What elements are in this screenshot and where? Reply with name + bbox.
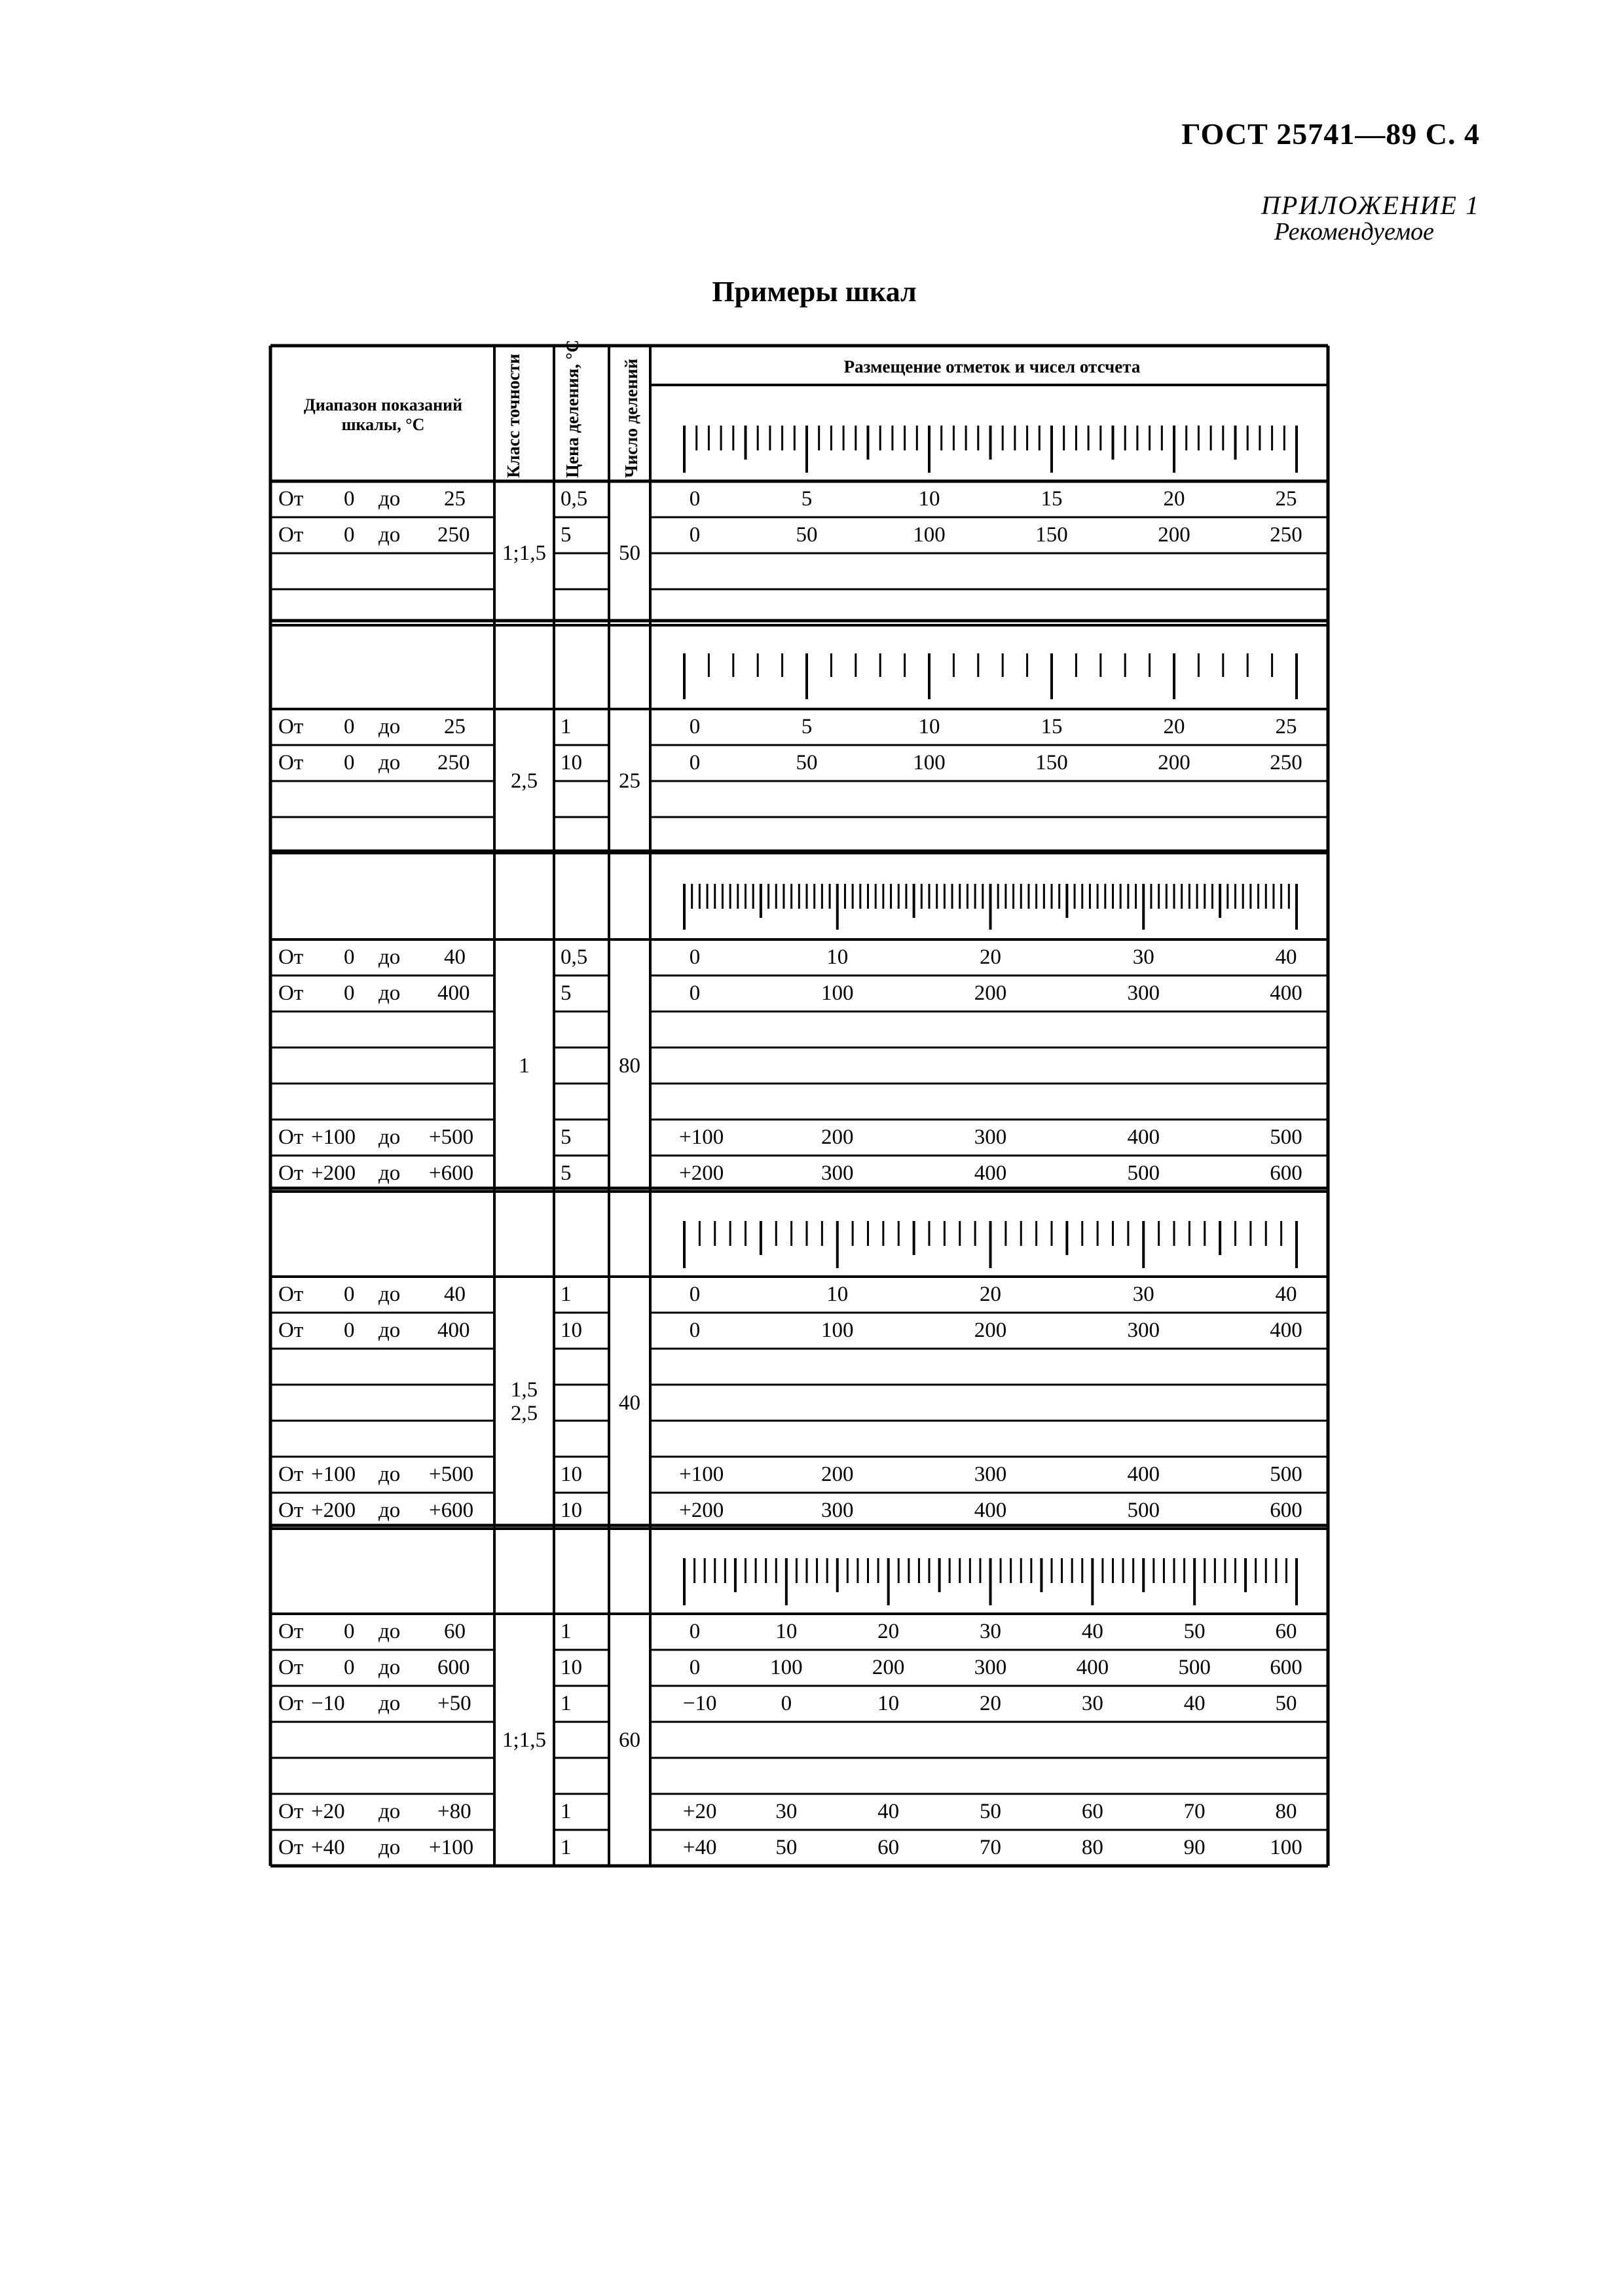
scale-number-label: 30 bbox=[1132, 1283, 1154, 1306]
range-from: От bbox=[278, 945, 304, 969]
range-start: +20 bbox=[311, 1800, 345, 1823]
scale-number-label: 400 bbox=[1127, 1125, 1160, 1149]
range-end: +80 bbox=[437, 1800, 471, 1823]
scale-number-label: 20 bbox=[980, 1283, 1001, 1306]
scale-number-label: 300 bbox=[974, 1656, 1007, 1679]
range-from: От bbox=[278, 1836, 304, 1859]
range-end: 400 bbox=[437, 981, 470, 1005]
scale-number-label: 20 bbox=[980, 1692, 1001, 1715]
range-start: 0 bbox=[344, 1283, 355, 1306]
range-start: 0 bbox=[344, 751, 355, 774]
scale-number-label: 200 bbox=[1158, 751, 1190, 774]
range-end: 25 bbox=[444, 487, 466, 511]
scale-number-label: 25 bbox=[1275, 715, 1297, 738]
range-start: 0 bbox=[344, 1620, 355, 1643]
scale-number-label: 150 bbox=[1035, 751, 1068, 774]
divisions-count-cell: 40 bbox=[619, 1391, 640, 1415]
scale-number-label: 100 bbox=[913, 523, 946, 547]
scale-number-label: 500 bbox=[1127, 1499, 1160, 1522]
division-value-cell: 10 bbox=[561, 1463, 582, 1486]
range-start: +40 bbox=[311, 1836, 345, 1859]
scale-number-label: 10 bbox=[826, 1283, 849, 1306]
scale-number-label: 250 bbox=[1270, 523, 1302, 547]
range-from: От bbox=[278, 715, 304, 738]
range-from: От bbox=[278, 1161, 304, 1185]
scale-number-label: 5 bbox=[801, 487, 813, 511]
range-from: От bbox=[278, 751, 304, 774]
range-from: От bbox=[278, 1800, 304, 1823]
scale-number-label: 40 bbox=[1275, 945, 1297, 969]
range-to: до bbox=[378, 1463, 401, 1486]
scale-number-label: 500 bbox=[1178, 1656, 1211, 1679]
range-from: От bbox=[278, 1656, 304, 1679]
scale-number-label: 0 bbox=[689, 487, 701, 511]
scale-number-label: 0 bbox=[689, 945, 701, 969]
scale-number-label: 100 bbox=[770, 1656, 803, 1679]
scale-number-label: 0 bbox=[689, 1656, 701, 1679]
scale-number-label: 100 bbox=[821, 1319, 854, 1342]
range-from: От bbox=[278, 1692, 304, 1715]
range-from: От bbox=[278, 1319, 304, 1342]
scale-number-label: 25 bbox=[1275, 487, 1297, 511]
scale-number-label: 600 bbox=[1270, 1656, 1302, 1679]
division-value-cell: 0,5 bbox=[561, 945, 588, 969]
range-end: 60 bbox=[444, 1620, 466, 1643]
scale-number-label: 400 bbox=[1270, 1319, 1302, 1342]
scale-number-label: 200 bbox=[821, 1463, 854, 1486]
range-to: до bbox=[378, 487, 401, 511]
scale-number-label: 500 bbox=[1127, 1161, 1160, 1185]
column-header-divisions-count: Число делений bbox=[621, 358, 641, 478]
range-from: От bbox=[278, 1463, 304, 1486]
range-from: От bbox=[278, 981, 304, 1005]
scale-number-label: 50 bbox=[1183, 1620, 1206, 1643]
range-end: 40 bbox=[444, 945, 466, 969]
scale-number-label: +200 bbox=[679, 1499, 724, 1522]
range-start: +200 bbox=[311, 1499, 356, 1522]
scale-number-label: 60 bbox=[1081, 1800, 1103, 1823]
range-from: От bbox=[278, 1620, 304, 1643]
division-value-cell: 5 bbox=[561, 1125, 572, 1149]
scale-number-label: 10 bbox=[877, 1692, 900, 1715]
scale-number-label: 60 bbox=[877, 1836, 900, 1859]
range-start: 0 bbox=[344, 945, 355, 969]
range-start: +200 bbox=[311, 1161, 356, 1185]
scale-number-label: 150 bbox=[1035, 523, 1068, 547]
scale-number-label: +100 bbox=[679, 1463, 724, 1486]
appendix-status: Рекомендуемое bbox=[1274, 218, 1434, 246]
scale-number-label: 30 bbox=[980, 1620, 1001, 1643]
scale-number-label: −10 bbox=[682, 1692, 717, 1715]
scale-number-label: 40 bbox=[1275, 1283, 1297, 1306]
range-start: +100 bbox=[311, 1125, 356, 1149]
scale-number-label: 50 bbox=[796, 523, 818, 547]
scale-number-label: 10 bbox=[918, 487, 940, 511]
scale-number-label: 50 bbox=[1275, 1692, 1297, 1715]
accuracy-class-cell: 1;1,5 bbox=[502, 1728, 546, 1752]
scale-number-label: 90 bbox=[1183, 1836, 1206, 1859]
scale-number-label: +100 bbox=[679, 1125, 724, 1149]
division-value-cell: 10 bbox=[561, 1319, 582, 1342]
scale-number-label: 300 bbox=[1127, 981, 1160, 1005]
column-header-division-value: Цена деления, °С bbox=[562, 339, 582, 478]
page-title-text: Примеры шкал bbox=[712, 276, 917, 308]
accuracy-class-cell: 1 bbox=[519, 1053, 530, 1078]
range-to: до bbox=[378, 1499, 401, 1522]
range-to: до bbox=[378, 1319, 401, 1342]
scale-number-label: 200 bbox=[974, 1319, 1007, 1342]
divisions-count-cell: 60 bbox=[619, 1728, 640, 1752]
scale-number-label: 15 bbox=[1041, 487, 1063, 511]
scale-number-label: 100 bbox=[1270, 1836, 1302, 1859]
scale-number-label: 40 bbox=[1081, 1620, 1103, 1643]
scale-number-label: 40 bbox=[1183, 1692, 1206, 1715]
scale-number-label: +20 bbox=[682, 1800, 717, 1823]
scale-number-label: 0 bbox=[689, 1620, 701, 1643]
scale-number-label: 80 bbox=[1275, 1800, 1297, 1823]
scale-number-label: 600 bbox=[1270, 1161, 1302, 1185]
scale-number-label: 0 bbox=[689, 981, 701, 1005]
scale-number-label: 50 bbox=[980, 1800, 1001, 1823]
scale-number-label: 20 bbox=[1163, 715, 1185, 738]
scale-number-label: 300 bbox=[974, 1125, 1007, 1149]
division-value-cell: 10 bbox=[561, 751, 582, 774]
scale-number-label: 100 bbox=[821, 981, 854, 1005]
division-value-cell: 1 bbox=[561, 1620, 572, 1643]
range-start: 0 bbox=[344, 1319, 355, 1342]
scale-number-label: +200 bbox=[679, 1161, 724, 1185]
divisions-count-cell: 25 bbox=[619, 769, 640, 793]
range-start: +100 bbox=[311, 1463, 356, 1486]
range-end: +100 bbox=[429, 1836, 474, 1859]
range-end: 400 bbox=[437, 1319, 470, 1342]
scale-number-label: 30 bbox=[775, 1800, 798, 1823]
scale-number-label: 5 bbox=[801, 715, 813, 738]
division-value-cell: 5 bbox=[561, 981, 572, 1005]
range-end: 600 bbox=[437, 1656, 470, 1679]
range-start: 0 bbox=[344, 981, 355, 1005]
range-to: до bbox=[378, 523, 401, 547]
range-to: до bbox=[378, 1800, 401, 1823]
scale-number-label: 70 bbox=[980, 1836, 1001, 1859]
scale-number-label: 0 bbox=[689, 715, 701, 738]
division-value-cell: 0,5 bbox=[561, 487, 588, 511]
range-end: 250 bbox=[437, 523, 470, 547]
scale-number-label: 400 bbox=[1270, 981, 1302, 1005]
scale-number-label: 400 bbox=[974, 1499, 1007, 1522]
appendix-label: ПРИЛОЖЕНИЕ 1 bbox=[1261, 191, 1480, 220]
division-value-cell: 10 bbox=[561, 1656, 582, 1679]
scale-number-label: 400 bbox=[1127, 1463, 1160, 1486]
scale-number-label: 10 bbox=[918, 715, 940, 738]
range-to: до bbox=[378, 1161, 401, 1185]
scale-number-label: 500 bbox=[1270, 1463, 1302, 1486]
scale-number-label: 0 bbox=[689, 1319, 701, 1342]
range-to: до bbox=[378, 1692, 401, 1715]
scale-number-label: 300 bbox=[821, 1161, 854, 1185]
range-start: 0 bbox=[344, 715, 355, 738]
range-from: От bbox=[278, 1283, 304, 1306]
division-value-cell: 1 bbox=[561, 1836, 572, 1859]
range-to: до bbox=[378, 981, 401, 1005]
scale-number-label: 40 bbox=[877, 1800, 900, 1823]
range-end: +50 bbox=[437, 1692, 471, 1715]
division-value-cell: 10 bbox=[561, 1499, 582, 1522]
range-end: +600 bbox=[429, 1161, 474, 1185]
scale-number-label: 50 bbox=[775, 1836, 798, 1859]
range-from: От bbox=[278, 487, 304, 511]
column-header-placement: Размещение отметок и чисел отсчета bbox=[843, 357, 1141, 376]
range-end: 250 bbox=[437, 751, 470, 774]
range-end: 25 bbox=[444, 715, 466, 738]
scale-number-label: 0 bbox=[781, 1692, 792, 1715]
scale-number-label: 15 bbox=[1041, 715, 1063, 738]
scale-number-label: 20 bbox=[980, 945, 1001, 969]
scale-number-label: 10 bbox=[826, 945, 849, 969]
scale-number-label: 200 bbox=[872, 1656, 905, 1679]
accuracy-class-cell: 1;1,5 bbox=[502, 541, 546, 565]
scale-number-label: 30 bbox=[1081, 1692, 1103, 1715]
range-start: 0 bbox=[344, 1656, 355, 1679]
scale-number-label: 20 bbox=[877, 1620, 900, 1643]
scale-number-label: 400 bbox=[974, 1161, 1007, 1185]
range-start: 0 bbox=[344, 487, 355, 511]
range-to: до bbox=[378, 1283, 401, 1306]
range-to: до bbox=[378, 945, 401, 969]
division-value-cell: 1 bbox=[561, 1800, 572, 1823]
range-start: 0 bbox=[344, 523, 355, 547]
range-end: +500 bbox=[429, 1463, 474, 1486]
accuracy-class-cell: 1,5 2,5 bbox=[510, 1377, 538, 1425]
scale-number-label: 200 bbox=[1158, 523, 1190, 547]
range-to: до bbox=[378, 1125, 401, 1149]
scale-number-label: 500 bbox=[1270, 1125, 1302, 1149]
scale-number-label: 0 bbox=[689, 751, 701, 774]
scale-number-label: 300 bbox=[974, 1463, 1007, 1486]
scale-number-label: 200 bbox=[974, 981, 1007, 1005]
scale-number-label: 300 bbox=[821, 1499, 854, 1522]
division-value-cell: 1 bbox=[561, 1692, 572, 1715]
scale-number-label: 100 bbox=[913, 751, 946, 774]
scale-number-label: 600 bbox=[1270, 1499, 1302, 1522]
division-value-cell: 1 bbox=[561, 715, 572, 738]
divisions-count-cell: 50 bbox=[619, 541, 640, 565]
range-from: От bbox=[278, 523, 304, 547]
column-header-range: Диапазон показаний шкалы, °С bbox=[303, 395, 463, 434]
scale-number-label: 10 bbox=[775, 1620, 798, 1643]
scale-number-label: 300 bbox=[1127, 1319, 1160, 1342]
scale-number-label: 70 bbox=[1183, 1800, 1206, 1823]
division-value-cell: 5 bbox=[561, 1161, 572, 1185]
range-end: +600 bbox=[429, 1499, 474, 1522]
range-start: −10 bbox=[311, 1692, 345, 1715]
division-value-cell: 1 bbox=[561, 1283, 572, 1306]
range-end: 40 bbox=[444, 1283, 466, 1306]
scale-number-label: 30 bbox=[1132, 945, 1154, 969]
scale-number-label: 20 bbox=[1163, 487, 1185, 511]
division-value-cell: 5 bbox=[561, 523, 572, 547]
range-from: От bbox=[278, 1125, 304, 1149]
scale-number-label: 400 bbox=[1076, 1656, 1109, 1679]
divisions-count-cell: 80 bbox=[619, 1053, 640, 1078]
scale-number-label: 0 bbox=[689, 1283, 701, 1306]
scale-number-label: 200 bbox=[821, 1125, 854, 1149]
range-end: +500 bbox=[429, 1125, 474, 1149]
scale-number-label: 80 bbox=[1081, 1836, 1103, 1859]
column-header-accuracy-class: Класс точности bbox=[504, 354, 523, 478]
scale-number-label: 50 bbox=[796, 751, 818, 774]
range-from: От bbox=[278, 1499, 304, 1522]
scale-number-label: 0 bbox=[689, 523, 701, 547]
accuracy-class-cell: 2,5 bbox=[510, 769, 538, 793]
scale-number-label: 250 bbox=[1270, 751, 1302, 774]
scale-number-label: 60 bbox=[1275, 1620, 1297, 1643]
range-to: до bbox=[378, 751, 401, 774]
scale-number-label: +40 bbox=[682, 1836, 717, 1859]
range-to: до bbox=[378, 1656, 401, 1679]
document-code: ГОСТ 25741—89 С. 4 bbox=[1181, 117, 1480, 151]
range-to: до bbox=[378, 1836, 401, 1859]
range-to: до bbox=[378, 1620, 401, 1643]
range-to: до bbox=[378, 715, 401, 738]
